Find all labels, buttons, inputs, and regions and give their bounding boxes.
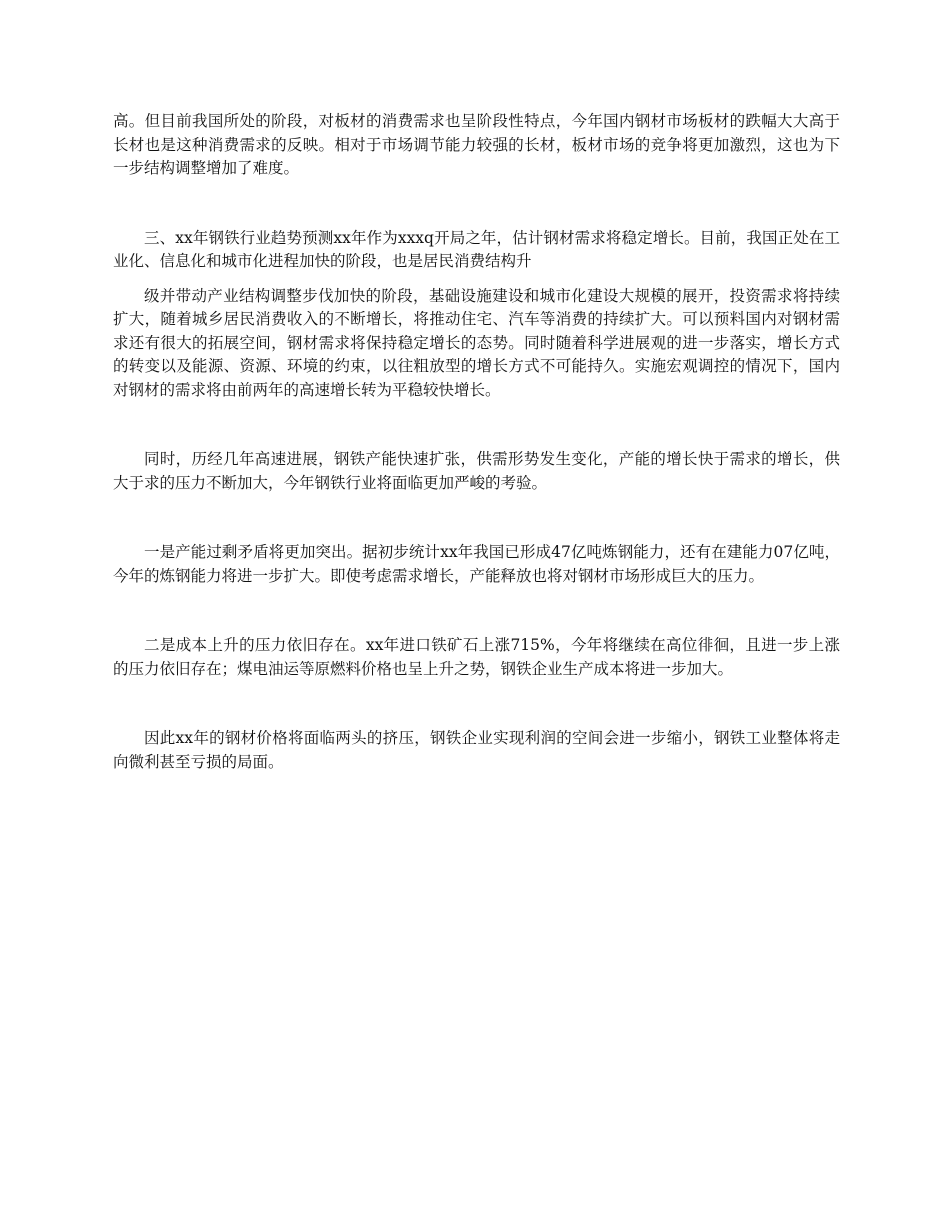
- paragraph-6: 二是成本上升的压力依旧存在。xx年进口铁矿石上涨715%，今年将继续在高位徘徊，且进一步上涨的压力依旧存在；煤电油运等原燃料价格也呈上升之势，钢铁企业生产成本将进一步加大。: [113, 636, 840, 678]
- paragraph-4: 同时，历经几年高速进展，钢铁产能快速扩张，供需形势发生变化，产能的增长快于需求的增长，供大于求的压力不断加大，今年钢铁行业将面临更加严峻的考验。: [113, 450, 840, 492]
- paragraph-7: 因此xx年的钢材价格将面临两头的挤压，钢铁企业实现利润的空间会进一步缩小，钢铁工业整体将走向微利甚至亏损的局面。: [113, 729, 840, 771]
- paragraph-3: 级并带动产业结构调整步伐加快的阶段，基础设施建设和城市化建设大规模的展开，投资需求将持续扩大，随着城乡居民消费收入的不断增长，将推动住宅、汽车等消费的持续扩大。可以预料国内对钢材需求还有很大的拓展空间，钢材需求将保持稳定增长的态势。同时随着科学进展观的进一步落实，增长方式的转变以及能源、资源、环境的约束，以往粗放型的增长方式不可能持久。实施宏观调控的情况下，国内对钢材的需求将由前两年的高速增长转为平稳较快增长。: [113, 286, 840, 399]
- paragraph-5: 一是产能过剩矛盾将更加突出。据初步统计xx年我国已形成47亿吨炼钢能力，还有在建能力07亿吨，今年的炼钢能力将进一步扩大。即使考虑需求增长，产能释放也将对钢材市场形成巨大的压力。: [113, 543, 840, 585]
- document-body: [113, 110, 840, 774]
- paragraph-1: 高。但目前我国所处的阶段，对板材的消费需求也呈阶段性特点，今年国内钢材市场板材的跌幅大大高于长材也是这种消费需求的反映。相对于市场调节能力较强的长材，板材市场的竞争将更加激烈，这也为下一步结构调整增加了难度。: [113, 112, 840, 177]
- paragraph-2: 三、xx年钢铁行业趋势预测xx年作为xxxq开局之年，估计钢材需求将稳定增长。目前，我国正处在工业化、信息化和城市化进程加快的阶段，也是居民消费结构升: [113, 228, 840, 270]
